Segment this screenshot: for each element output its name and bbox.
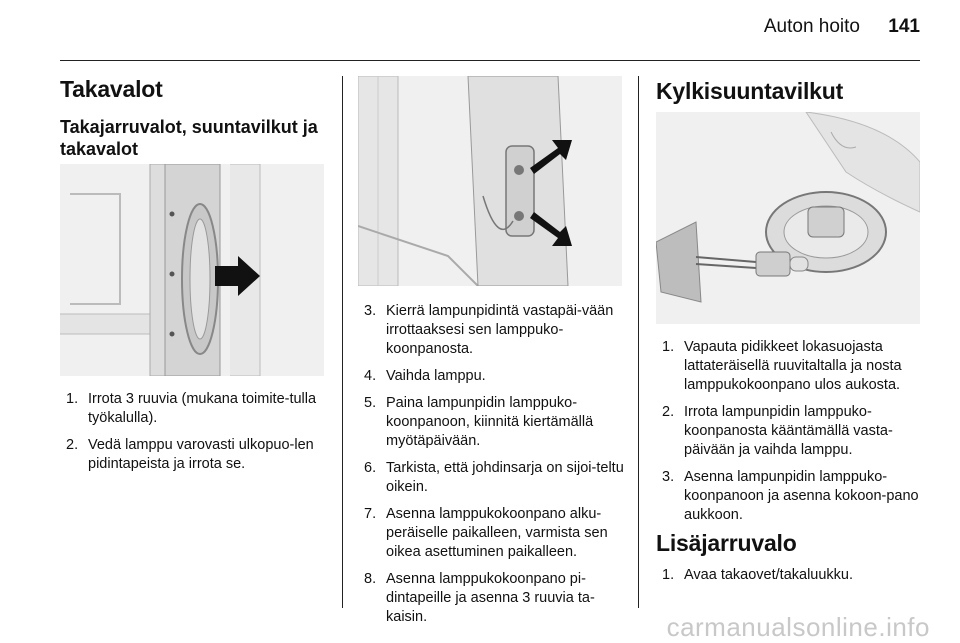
steps-list-left — [64, 390, 332, 482]
side-indicator-illustration — [656, 112, 920, 324]
section-heading-lisajarruvalo: Lisäjarruvalo — [656, 530, 797, 556]
section-heading-kylkisuuntavilkut: Kylkisuuntavilkut — [656, 78, 844, 104]
section-heading-takavalot: Takavalot — [60, 76, 163, 102]
header-rule — [60, 60, 920, 61]
steps-list-right — [660, 338, 928, 533]
step-item: 5. Paina lampunpidin lamppuko-koonpanoon, kiinnitä kiertämällä myötäpäivään. — [364, 395, 594, 449]
step-item: 3. Asenna lampunpidin lamppuko-koonpanoon ja asenna kokoon-pano aukkoon. — [662, 469, 919, 523]
figure-rear-light-housing — [60, 164, 324, 376]
step-item: 1. Irrota 3 ruuvia (mukana toimite-tulla työkalulla). — [66, 391, 317, 426]
steps-list-right-2 — [660, 566, 928, 593]
steps-list-middle — [362, 302, 626, 635]
running-header-title: Auton hoito — [763, 16, 860, 37]
column-divider-left — [342, 76, 343, 608]
step-item: 4. Vaihda lamppu. — [364, 368, 486, 384]
figure-lamp-holder-screws — [358, 76, 622, 286]
step-item: 1. Vapauta pidikkeet lokasuojasta lattateräisellä ruuvitaltalla ja nosta lamppukokoonpano ulos aukosta. — [662, 339, 902, 393]
subheading-takajarruvalot: Takajarruvalot, suuntavilkut ja takavalot — [60, 117, 318, 159]
page-number: 141 — [888, 16, 920, 37]
step-item: 2. Irrota lampunpidin lamppuko-koonpanosta kääntämällä vasta-päivään ja vaihda lamppu. — [662, 404, 893, 458]
step-item: 7. Asenna lamppukokoonpano alku-peräiselle paikalleen, varmista sen oikea asettuminen paikalleen. — [364, 506, 608, 560]
step-item: 8. Asenna lamppukokoonpano pi-dintapeille ja asenna 3 ruuvia ta-kaisin. — [364, 571, 595, 625]
rear-light-illustration — [60, 164, 324, 376]
step-item: 1. Avaa takaovet/takaluukku. — [662, 567, 854, 583]
step-item: 2. Vedä lamppu varovasti ulkopuo-len pidintapeista ja irrota se. — [66, 437, 314, 472]
step-item: 3. Kierrä lampunpidintä vastapäi-vään irrottaaksesi sen lamppuko-koonpanosta. — [364, 303, 614, 357]
figure-side-indicator — [656, 112, 920, 324]
column-divider-right — [638, 76, 639, 608]
lamp-holder-illustration — [358, 76, 622, 286]
watermark-text: carmanualsonline.info — [666, 612, 930, 642]
step-item: 6. Tarkista, että johdinsarja on sijoi-teltu oikein. — [364, 460, 624, 495]
